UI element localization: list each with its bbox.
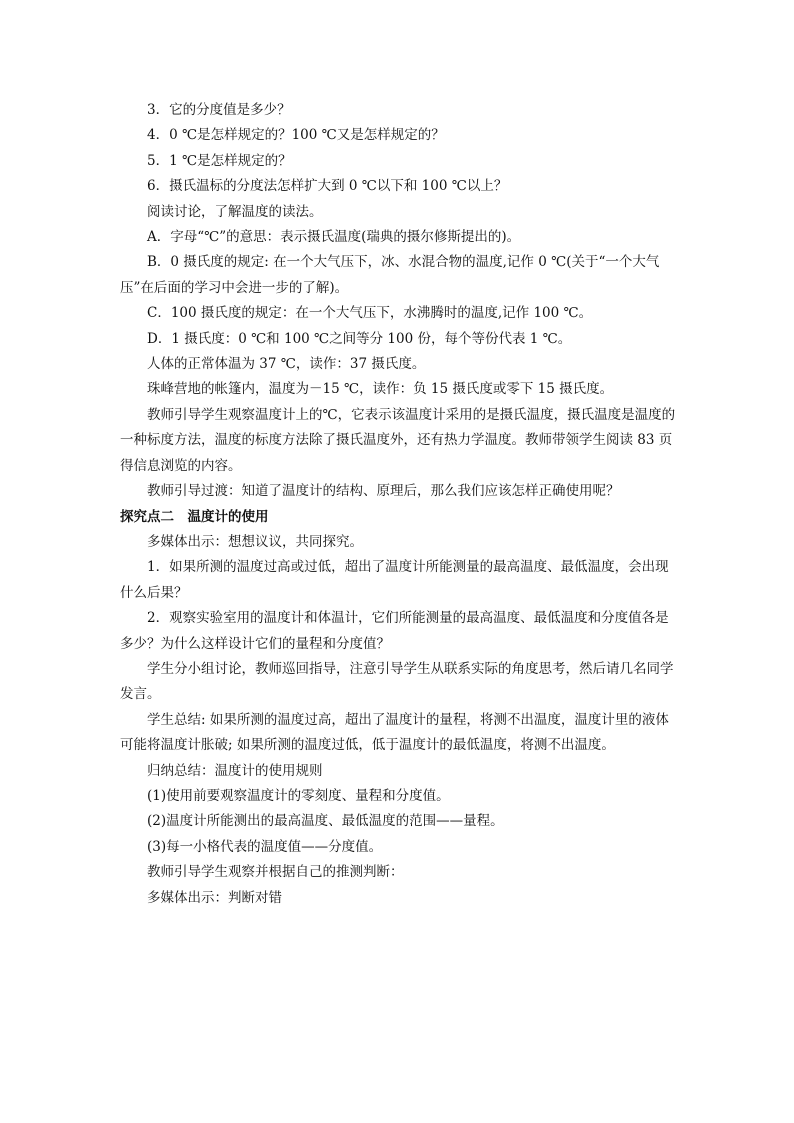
subquestion-2: 2．观察实验室用的温度计和体温计，它们所能测量的最高温度、最低温度和分度值各是多少？为什么这样设计它们的量程和分度值？ (120, 610, 669, 652)
question-6: 6．摄氏温标的分度法怎样扩大到 0 ℃以下和 100 ℃以上？ (147, 178, 508, 195)
rule-3: (3)每一小格代表的温度值——分度值。 (147, 838, 383, 855)
item-c: C．100 摄氏度的规定：在一个大气压下，水沸腾时的温度,记作 100 ℃。 (147, 305, 593, 322)
subquestion-1: 1．如果所测的温度过高或过低，超出了温度计所能测量的最高温度、最低温度，会出现什么后果？ (120, 559, 669, 601)
teacher-guide-1: 教师引导学生观察温度计上的℃，它表示该温度计采用的是摄氏温度，摄氏温度是温度的一种标度方法，温度的标度方法除了摄氏温度外，还有热力学温度。教师带领学生阅读 83 页得信息浏览的内容。 (120, 406, 676, 474)
group-discuss: 学生分小组讨论，教师巡回指导，注意引导学生从联系实际的角度思考，然后请几名同学发言。 (120, 660, 674, 703)
rule-2: (2)温度计所能测出的最高温度、最低温度的范围——量程。 (147, 813, 504, 830)
read-discuss: 阅读讨论，了解温度的读法。 (147, 203, 323, 220)
body-temperature: 人体的正常体温为 37 ℃，读作：37 摄氏度。 (147, 356, 426, 373)
section-2-heading: 探究点二 温度计的使用 (120, 508, 269, 525)
everest-temperature: 珠峰营地的帐篷内，温度为－15 ℃，读作：负 15 摄氏度或零下 15 摄氏度。 (147, 381, 614, 398)
item-b: B．0 摄氏度的规定: 在一个大气压下，冰、水混合物的温度,记作 0 ℃(关于“一个大气压”在后面的学习中会进一步的了解)。 (120, 254, 660, 296)
question-3: 3．它的分度值是多少？ (147, 102, 291, 118)
multimedia-1: 多媒体出示：想想议议，共同探究。 (147, 533, 363, 550)
rule-1: (1)使用前要观察温度计的零刻度、量程和分度值。 (147, 787, 450, 804)
question-5: 5．1 ℃是怎样规定的？ (147, 152, 292, 169)
transition: 教师引导过渡：知道了温度计的结构、原理后，那么我们应该怎样正确使用呢？ (147, 483, 620, 500)
item-d: D．1 摄氏度：0 ℃和 100 ℃之间等分 100 份，每个等份代表 1 ℃。 (147, 330, 572, 347)
conclusion: 归纳总结：温度计的使用规则 (147, 762, 323, 779)
student-summary: 学生总结: 如果所测的温度过高，超出了温度计的量程，将测不出温度，温度计里的液体可能将温度计胀破; 如果所测的温度过低，低于温度计的最低温度，将测不出温度。 (120, 711, 669, 754)
document-page (120, 98, 680, 911)
multimedia-2: 多媒体出示：判断对错 (147, 889, 282, 906)
question-4: 4．0 ℃是怎样规定的？100 ℃又是怎样规定的？ (147, 127, 445, 144)
teacher-guide-2: 教师引导学生观察并根据自己的推测判断： (147, 864, 404, 881)
item-a: A．字母“℃”的意思：表示摄氏温度(瑞典的摄尔修斯提出的)。 (147, 229, 521, 246)
